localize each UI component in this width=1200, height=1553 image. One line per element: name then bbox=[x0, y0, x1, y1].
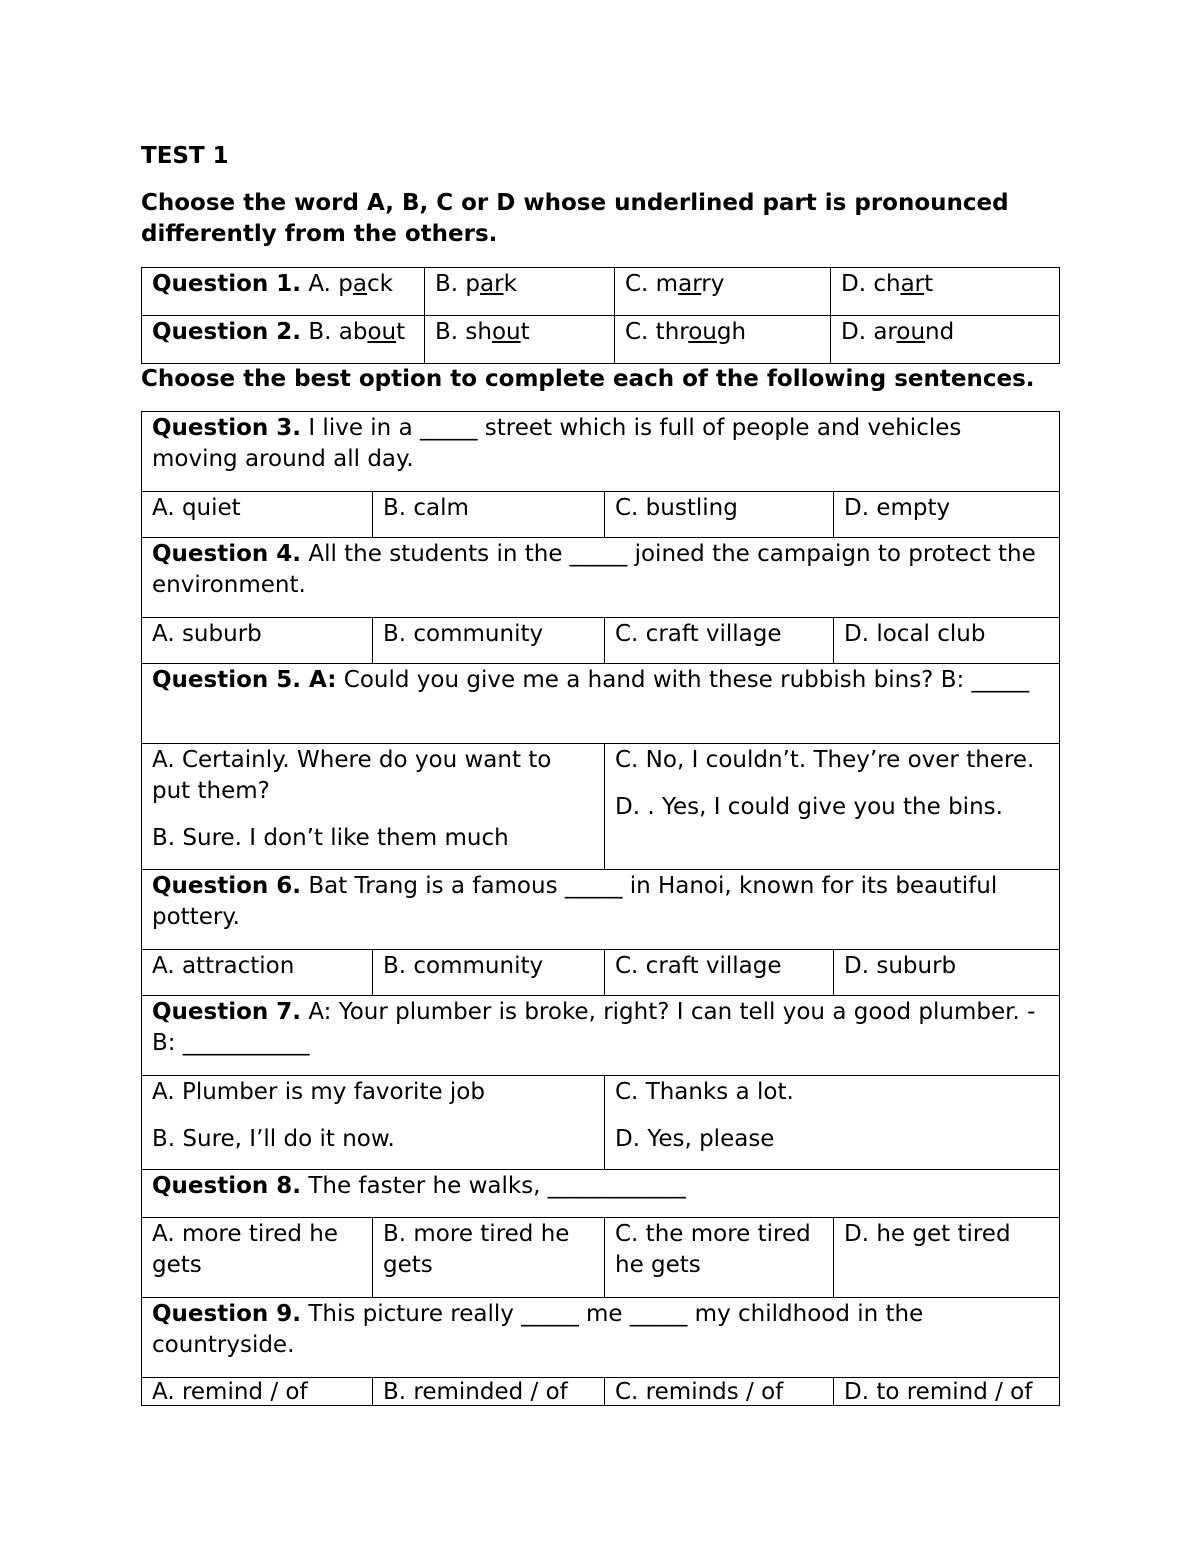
section2-instruction: Choose the best option to complete each of the following sentences. bbox=[141, 366, 1035, 392]
option-cell: C. reminds / of bbox=[605, 1378, 834, 1406]
underlined-part: ou bbox=[896, 319, 926, 345]
option-cell bbox=[425, 268, 615, 316]
table-row bbox=[142, 950, 1060, 996]
section1-instruction: Choose the word A, B, C or D whose underlined part is pronounced differently from the others. bbox=[141, 190, 1009, 247]
underlined-part: ar bbox=[480, 271, 504, 297]
option-text: D. ar bbox=[841, 319, 897, 345]
option-cell bbox=[605, 744, 1060, 870]
option-cell bbox=[615, 268, 831, 316]
option-cell: B. community bbox=[373, 618, 605, 664]
question-cell bbox=[142, 996, 1060, 1076]
option-cell: D. local club bbox=[834, 618, 1060, 664]
option-text: gh bbox=[716, 319, 747, 345]
option-text: t bbox=[396, 319, 406, 345]
question-label: Question 2. bbox=[152, 319, 302, 345]
option-text: D. Yes, please bbox=[615, 1126, 775, 1152]
question-cell bbox=[142, 538, 1060, 618]
table-row bbox=[142, 538, 1060, 618]
table-row bbox=[142, 1378, 1060, 1406]
option-cell: C. the more tired he gets bbox=[605, 1218, 834, 1298]
option-cell: B. calm bbox=[373, 492, 605, 538]
option-text: C. thr bbox=[625, 319, 689, 345]
option-text: C. m bbox=[625, 271, 679, 297]
option-text: D. ch bbox=[841, 271, 901, 297]
question-label: Question 6. bbox=[152, 873, 302, 899]
option-text: C. No, I couldn’t. They’re over there. bbox=[615, 747, 1035, 773]
table-row bbox=[142, 1076, 1060, 1170]
option-cell bbox=[142, 744, 605, 870]
question-text: All the students in the _____ joined the campaign to protect the environment. bbox=[152, 541, 1036, 598]
question-label: Question 7. bbox=[152, 999, 302, 1025]
underlined-part: ar bbox=[900, 271, 925, 297]
option-text: ck bbox=[367, 271, 393, 297]
option-text: B. ab bbox=[308, 319, 368, 345]
table-row bbox=[142, 1218, 1060, 1298]
question-cell bbox=[142, 268, 425, 316]
option-text: A. Plumber is my favorite job bbox=[152, 1079, 485, 1105]
document-content bbox=[141, 141, 1059, 1406]
question-text: Could you give me a hand with these rubbish bins? B: _____ bbox=[336, 667, 1030, 693]
question-cell bbox=[142, 412, 1060, 492]
option-text: B. Sure. I don’t like them much bbox=[152, 825, 509, 851]
question-cell bbox=[142, 316, 425, 364]
question-label: Question 5. A: bbox=[152, 667, 337, 693]
option-cell bbox=[425, 316, 615, 364]
option-text: A. Certainly. Where do you want to put them? bbox=[152, 747, 552, 804]
question-cell bbox=[142, 664, 1060, 744]
option-text: C. Thanks a lot. bbox=[615, 1079, 794, 1105]
option-text: t bbox=[924, 271, 934, 297]
option-cell bbox=[831, 268, 1060, 316]
table-row bbox=[142, 870, 1060, 950]
question-label: Question 1. bbox=[152, 271, 302, 297]
option-text: D. . Yes, I could give you the bins. bbox=[615, 794, 1003, 820]
underlined-part: a bbox=[352, 271, 368, 297]
option-cell: C. craft village bbox=[605, 950, 834, 996]
question-cell bbox=[142, 870, 1060, 950]
question-text: I live in a _____ street which is full of people and vehicles moving around all day. bbox=[152, 415, 962, 472]
underlined-part: ou bbox=[367, 319, 397, 345]
table-row bbox=[142, 268, 1060, 316]
option-cell bbox=[615, 316, 831, 364]
option-cell: A. attraction bbox=[142, 950, 373, 996]
option-cell: B. more tired he gets bbox=[373, 1218, 605, 1298]
option-cell bbox=[142, 1076, 605, 1170]
option-cell: A. suburb bbox=[142, 618, 373, 664]
option-cell: C. craft village bbox=[605, 618, 834, 664]
option-cell: A. remind / of bbox=[142, 1378, 373, 1406]
question-cell bbox=[142, 1170, 1060, 1218]
option-cell bbox=[831, 316, 1060, 364]
table-row bbox=[142, 316, 1060, 364]
question-text: A: Your plumber is broke, right? I can tell you a good plumber. -B: ___________ bbox=[152, 999, 1036, 1056]
pronunciation-table bbox=[141, 267, 1060, 364]
table-row bbox=[142, 996, 1060, 1076]
question-text: This picture really _____ me _____ my childhood in the countryside. bbox=[152, 1301, 924, 1358]
underlined-part: ou bbox=[688, 319, 717, 345]
option-cell: D. empty bbox=[834, 492, 1060, 538]
table-row bbox=[142, 664, 1060, 744]
option-cell bbox=[605, 1076, 1060, 1170]
question-cell bbox=[142, 1298, 1060, 1378]
table-row bbox=[142, 744, 1060, 870]
table-row bbox=[142, 492, 1060, 538]
table-row bbox=[142, 618, 1060, 664]
option-text: B. sh bbox=[435, 319, 492, 345]
question-label: Question 4. bbox=[152, 541, 302, 567]
option-cell: A. quiet bbox=[142, 492, 373, 538]
option-cell: B. reminded / of bbox=[373, 1378, 605, 1406]
option-text: nd bbox=[925, 319, 955, 345]
option-cell: D. to remind / of bbox=[834, 1378, 1060, 1406]
option-text: t bbox=[520, 319, 530, 345]
test-title: TEST 1 bbox=[141, 143, 229, 169]
table-row bbox=[142, 1298, 1060, 1378]
table-row bbox=[142, 1170, 1060, 1218]
underlined-part: ou bbox=[491, 319, 521, 345]
question-text: Bat Trang is a famous _____ in Hanoi, known for its beautiful pottery. bbox=[152, 873, 998, 930]
option-text: B. Sure, I’ll do it now. bbox=[152, 1126, 395, 1152]
option-text: k bbox=[503, 271, 517, 297]
option-text: B. p bbox=[435, 271, 481, 297]
option-cell: C. bustling bbox=[605, 492, 834, 538]
underlined-part: ar bbox=[678, 271, 702, 297]
question-label: Question 8. bbox=[152, 1173, 302, 1199]
option-cell: D. suburb bbox=[834, 950, 1060, 996]
question-text: The faster he walks, ____________ bbox=[301, 1173, 686, 1199]
multiple-choice-table bbox=[141, 411, 1060, 1406]
question-label: Question 9. bbox=[152, 1301, 302, 1327]
question-label: Question 3. bbox=[152, 415, 302, 441]
option-cell: B. community bbox=[373, 950, 605, 996]
table-row bbox=[142, 412, 1060, 492]
option-text: ry bbox=[701, 271, 725, 297]
option-cell: A. more tired he gets bbox=[142, 1218, 373, 1298]
option-cell: D. he get tired bbox=[834, 1218, 1060, 1298]
option-text: A. p bbox=[308, 271, 353, 297]
